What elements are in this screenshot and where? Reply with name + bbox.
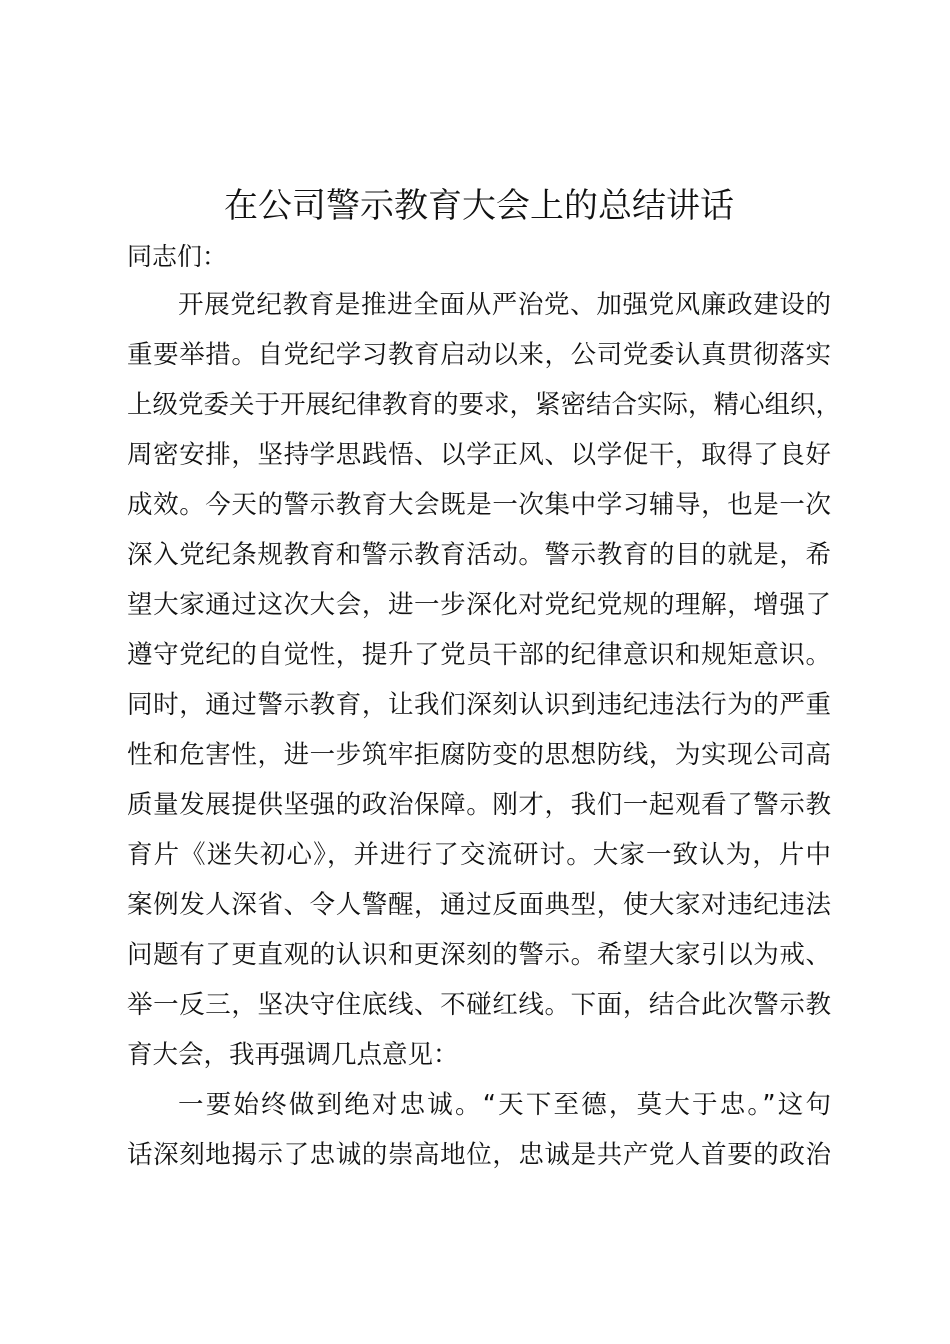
text-line: 话深刻地揭示了忠诚的崇高地位，忠诚是共产党人首要的政治 [127,1140,831,1170]
text-line: 成效。今天的警示教育大会既是一次集中学习辅导，也是一次 [127,490,831,520]
text-line: 质量发展提供坚强的政治保障。刚才，我们一起观看了警示教 [127,790,831,820]
text-line: 开展党纪教育是推进全面从严治党、加强党风廉政建设的 [178,290,831,320]
text-line: 重要举措。自党纪学习教育启动以来，公司党委认真贯彻落实 [127,340,831,370]
paragraph [127,280,842,1080]
text-line: 案例发人深省、令人警醒，通过反面典型，使大家对违纪违法 [127,890,831,920]
text-line: 深入党纪条规教育和警示教育活动。警示教育的目的就是，希 [127,540,831,570]
text-line: 周密安排，坚持学思践悟、以学正风、以学促干，取得了良好 [127,440,831,470]
text-line: 望大家通过这次大会，进一步深化对党纪党规的理解，增强了 [127,590,831,620]
salutation: 同志们： [127,242,228,271]
document-title: 在公司警示教育大会上的总结讲话 [224,186,734,226]
document-body [127,280,842,1180]
text-line: 遵守党纪的自觉性，提升了党员干部的纪律意识和规矩意识。 [127,640,831,670]
text-line: 上级党委关于开展纪律教育的要求，紧密结合实际，精心组织， [127,390,842,420]
paragraph [127,1080,831,1180]
text-line: 问题有了更直观的认识和更深刻的警示。希望大家引以为戒、 [127,940,831,970]
text-line: 一要始终做到绝对忠诚。“天下至德，莫大于忠。”这句 [178,1090,831,1120]
text-line: 性和危害性，进一步筑牢拒腐防变的思想防线，为实现公司高 [127,740,831,770]
text-line: 举一反三，坚决守住底线、不碰红线。下面，结合此次警示教 [127,990,831,1020]
text-line: 同时，通过警示教育，让我们深刻认识到违纪违法行为的严重 [127,690,831,720]
text-line: 育大会，我再强调几点意见： [127,1040,459,1070]
text-line: 育片《迷失初心》，并进行了交流研讨。大家一致认为，片中 [127,840,831,870]
